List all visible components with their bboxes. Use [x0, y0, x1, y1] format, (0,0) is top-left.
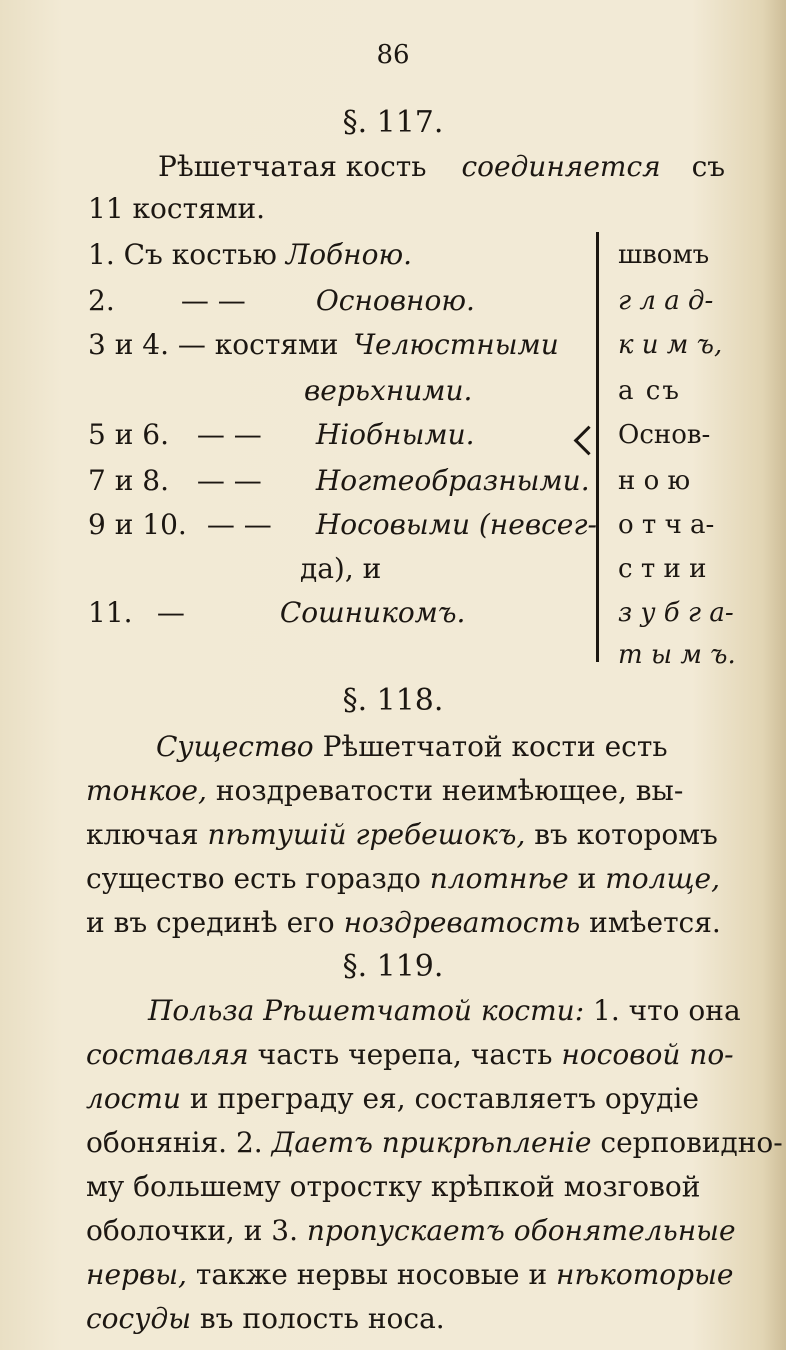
- text: 3 и 4.: [88, 328, 169, 361]
- text: —: [156, 596, 185, 629]
- text: плотнѣе: [429, 862, 569, 895]
- text: пропускаетъ обонятельные: [306, 1214, 736, 1247]
- right-col-7: о т ч а-: [618, 510, 715, 540]
- text: — костями: [177, 328, 339, 361]
- text: 7 и 8.: [88, 464, 169, 497]
- text: и: [577, 862, 597, 895]
- text: нѣкоторые: [556, 1258, 734, 1291]
- text: серповидно-: [600, 1126, 783, 1159]
- text: Даетъ прикрѣпленіе: [271, 1126, 592, 1159]
- text: Съ костью: [123, 238, 277, 271]
- text: нервы,: [86, 1258, 187, 1291]
- s118-line-3: [86, 818, 718, 852]
- s119-line-3: [86, 1082, 699, 1116]
- right-col-4: а съ: [618, 376, 681, 406]
- text: существо есть гораздо: [86, 862, 421, 895]
- right-col-2: г л а д-: [618, 286, 714, 316]
- text: носовой по-: [561, 1038, 734, 1071]
- s117-row-4: [88, 418, 475, 452]
- text: 9 и 10.: [88, 508, 187, 541]
- s117-row-3: [88, 328, 559, 362]
- text: — —: [196, 464, 262, 497]
- s119-line-8: [86, 1302, 445, 1336]
- text: 2.: [88, 284, 115, 317]
- s117-row-3-cont: верьхними.: [304, 374, 473, 407]
- text: обонянія. 2.: [86, 1126, 263, 1159]
- text: Сошникомъ.: [279, 596, 466, 629]
- section-119-heading: §. 119.: [342, 949, 444, 984]
- s119-line-2: [86, 1038, 734, 1072]
- text: Рѣшетчатой кости есть: [322, 730, 668, 763]
- text: 5 и 6.: [88, 418, 169, 451]
- right-col-1: швомъ: [618, 240, 710, 270]
- page-number: 86: [376, 40, 410, 70]
- text: и преграду ея, составляетъ орудіе: [189, 1082, 699, 1115]
- text: имѣется.: [589, 906, 721, 939]
- s117-row-6: [88, 508, 597, 542]
- text: тонкое,: [86, 774, 207, 807]
- text: Основною.: [315, 284, 475, 317]
- text: составляя: [86, 1038, 249, 1071]
- text: — —: [206, 508, 272, 541]
- text: Челюстными: [353, 328, 559, 361]
- text: Польза Рѣшетчатой кости:: [148, 994, 585, 1027]
- s119-line-4: [86, 1126, 783, 1160]
- curly-brace: [596, 232, 615, 662]
- s118-line-1: [156, 730, 668, 764]
- s117-row-2: [88, 284, 475, 318]
- text: Лобною.: [285, 238, 412, 271]
- text: Носовыми (невсег-: [315, 508, 597, 541]
- s117-intro-line1: [158, 150, 725, 184]
- text: въ которомъ: [534, 818, 718, 851]
- text: толще,: [605, 862, 720, 895]
- text: Рѣшетчатая кость: [158, 150, 427, 183]
- section-117-heading: §. 117.: [342, 105, 444, 140]
- right-col-8: с т и и: [618, 554, 707, 584]
- text: Ногтеобразными.: [315, 464, 590, 497]
- right-col-9: з у б г а-: [618, 598, 734, 628]
- text: 1. что она: [593, 994, 741, 1027]
- s117-row-5: [88, 464, 590, 498]
- right-col-10: т ы м ъ.: [618, 640, 736, 670]
- s117-row-7: [88, 596, 465, 630]
- right-col-5: Основ-: [618, 420, 711, 450]
- text: — —: [196, 418, 262, 451]
- s117-row-1: [88, 238, 412, 272]
- s119-line-7: [86, 1258, 733, 1292]
- right-col-3: к и м ъ,: [618, 330, 723, 360]
- s118-line-5: [86, 906, 721, 940]
- text: также нервы носовые и: [195, 1258, 548, 1291]
- text: ноздреватости неимѣющее, вы-: [215, 774, 684, 807]
- text: и въ срединѣ его: [86, 906, 335, 939]
- s118-line-4: [86, 862, 720, 896]
- text: ноздреватость: [343, 906, 581, 939]
- text: пѣтушій гребешокъ,: [207, 818, 526, 851]
- section-118-heading: §. 118.: [342, 683, 444, 718]
- s119-line-1: [148, 994, 741, 1028]
- text: Ніобными.: [315, 418, 475, 451]
- text: 1.: [88, 238, 115, 271]
- text: — —: [180, 284, 246, 317]
- s118-line-2: [86, 774, 683, 808]
- s117-intro-line2: 11 костями.: [88, 192, 266, 225]
- text: 11.: [88, 596, 133, 629]
- s117-row-6-cont: да), и: [300, 552, 382, 585]
- right-col-6: н о ю: [618, 466, 691, 496]
- text: Существо: [156, 730, 314, 763]
- text: оболочки, и 3.: [86, 1214, 298, 1247]
- text: съ: [691, 150, 726, 183]
- s119-line-5: му большему отростку крѣпкой мозговой: [86, 1170, 701, 1203]
- text: лости: [86, 1082, 181, 1115]
- text: сосуды: [86, 1302, 192, 1335]
- text: часть черепа, часть: [257, 1038, 553, 1071]
- text: въ полость носа.: [199, 1302, 445, 1335]
- text: соединяется: [461, 150, 661, 183]
- s119-line-6: [86, 1214, 736, 1248]
- text: ключая: [86, 818, 199, 851]
